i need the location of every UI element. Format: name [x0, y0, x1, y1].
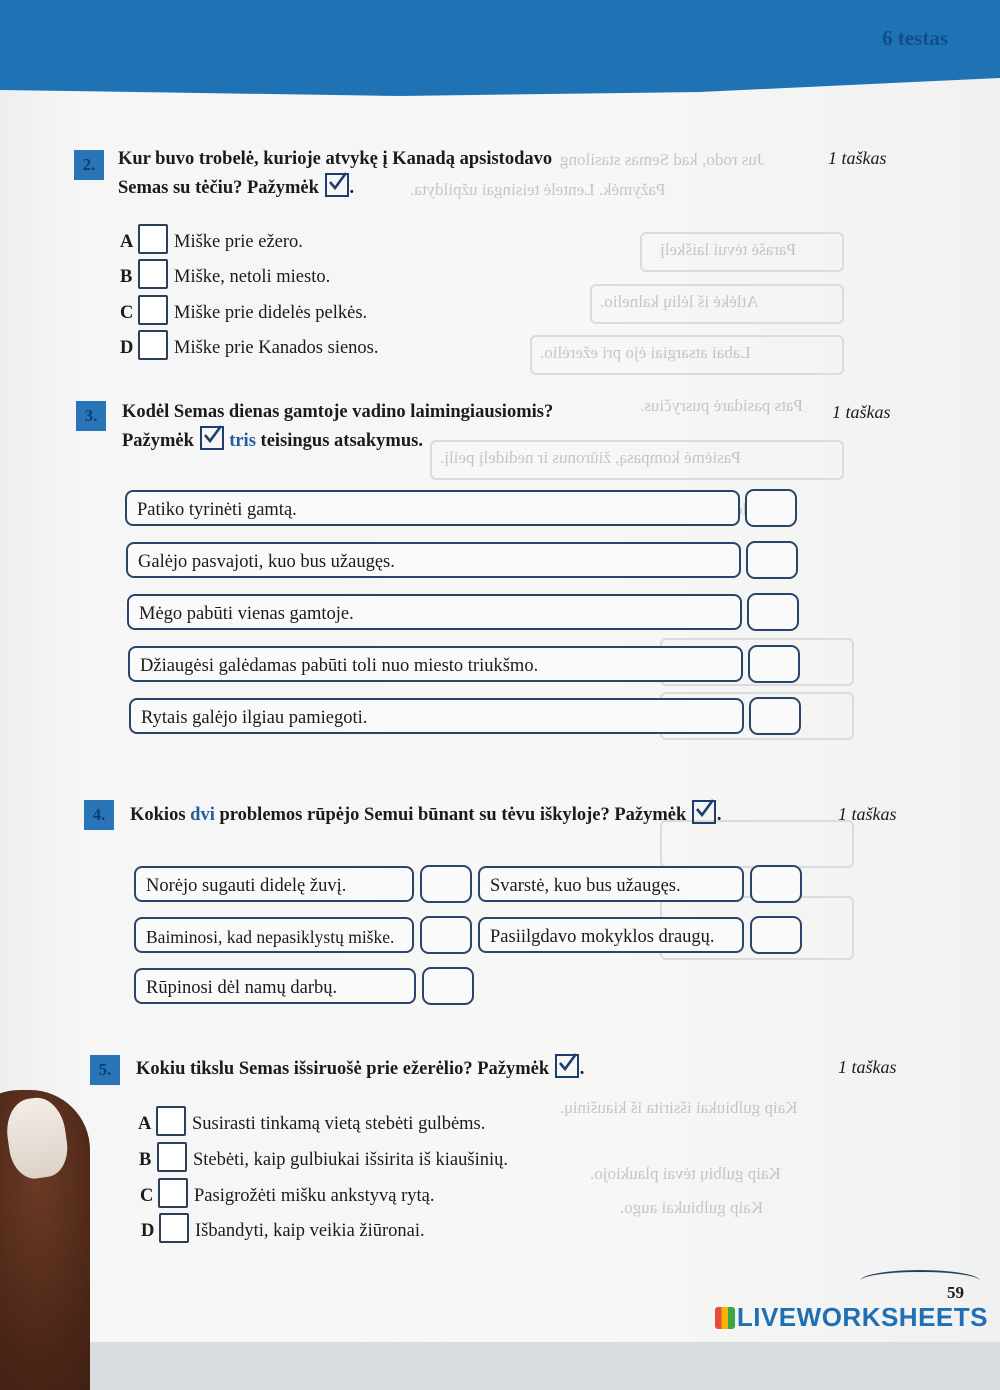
bleed-through-text: Pažymėk. Lentelė teisingai užpildyta. — [410, 180, 666, 199]
bleed-through-text: Parašė tėvui laiškelį — [660, 240, 796, 259]
question-2-option-d — [120, 330, 379, 360]
option-letter: B — [120, 267, 133, 287]
question-2-option-c — [120, 295, 367, 325]
bleed-through-text: Pasiėmė kompasą, žiūronus ir nedidelį peilį. — [440, 448, 741, 467]
answer-checkbox[interactable] — [158, 1178, 188, 1208]
question-2-option-a — [120, 224, 303, 254]
question-4-accent: dvi — [190, 805, 215, 825]
question-3-text — [122, 398, 742, 455]
option-text: Susirasti tinkamą vietą stebėti gulbėms. — [192, 1114, 486, 1134]
checkmark-icon — [555, 1054, 579, 1078]
header-band — [0, 0, 1000, 100]
answer-checkbox[interactable] — [157, 1142, 187, 1172]
option-letter: C — [120, 303, 134, 323]
answer-checkbox[interactable] — [159, 1213, 189, 1243]
answer-checkbox[interactable] — [420, 865, 472, 903]
page-number: 59 — [947, 1283, 964, 1302]
question-5-option-a — [138, 1106, 485, 1136]
question-5-line: Kokiu tikslu Semas išsiruošė prie ežerėlio? Pažymėk — [136, 1059, 550, 1079]
question-3-option: Galėjo pasvajoti, kuo bus užaugęs. — [126, 542, 741, 578]
answer-checkbox[interactable] — [749, 697, 801, 735]
question-4-option: Rūpinosi dėl namų darbų. — [134, 968, 416, 1004]
answer-checkbox[interactable] — [750, 865, 802, 903]
option-letter: D — [141, 1221, 155, 1241]
question-3-points: 1 taškas — [832, 402, 891, 422]
checkmark-icon — [200, 426, 224, 450]
option-text: Miške prie Kanados sienos. — [174, 338, 379, 358]
question-5-points: 1 taškas — [838, 1057, 897, 1077]
bleed-through-text: Kaip gulbiukai išsirita iš kiaušinių. — [560, 1098, 798, 1117]
question-2-option-b — [120, 259, 330, 289]
question-4-pre: Kokios — [130, 805, 186, 825]
option-letter: D — [120, 338, 134, 358]
bleed-through-text: Kaip gulbių tėvai plaukiojo. — [590, 1164, 781, 1183]
question-3-option: Rytais galėjo ilgiau pamiegoti. — [129, 698, 744, 734]
option-text: Pasigrožėti mišku ankstyvą rytą. — [194, 1186, 435, 1206]
option-text: Miške, netoli miesto. — [174, 267, 331, 287]
option-letter: B — [139, 1150, 152, 1170]
bleed-through-text: Kaip gulbiukai augo. — [620, 1198, 764, 1217]
question-2-text: Kur buvo trobelė, kurioje atvykę į Kanadą apsistodavo Semas su tėčiu? Pažymėk . — [118, 149, 553, 198]
bleed-through-box — [530, 335, 844, 375]
liveworksheets-watermark — [715, 1302, 988, 1333]
question-number-4: 4. — [84, 800, 114, 830]
question-5-text: Kokiu tikslu Semas išsiruošė prie ežerėlio? Pažymėk . — [136, 1054, 816, 1083]
question-5-option-b — [139, 1142, 508, 1172]
question-5-option-d — [141, 1213, 425, 1243]
option-letter: A — [138, 1114, 152, 1134]
question-2-points: 1 taškas — [828, 148, 887, 168]
answer-checkbox[interactable] — [156, 1106, 186, 1136]
answer-checkbox[interactable] — [747, 593, 799, 631]
watermark-text: LIVEWORKSHEETS — [736, 1302, 988, 1332]
answer-checkbox[interactable] — [745, 489, 797, 527]
answer-checkbox[interactable] — [138, 259, 168, 289]
checkmark-icon — [692, 800, 716, 824]
bleed-through-box — [640, 232, 844, 272]
answer-checkbox[interactable] — [422, 967, 474, 1005]
option-text: Išbandyti, kaip veikia žiūronai. — [195, 1221, 425, 1241]
bleed-through-box — [590, 284, 844, 324]
question-3-option: Mėgo pabūti vienas gamtoje. — [127, 594, 742, 630]
option-letter: A — [120, 232, 134, 252]
question-5-option-c — [140, 1178, 434, 1208]
test-title: 6 testas — [882, 26, 948, 50]
question-2-line1: Kur buvo trobelė, kurioje atvykę į Kanadą apsistodavo — [118, 149, 553, 169]
checkmark-icon — [325, 173, 349, 197]
liveworksheets-logo-icon — [715, 1307, 735, 1329]
question-4-option: Baiminosi, kad nepasiklystų miške. — [134, 917, 414, 953]
bleed-through-text: Labai atsargiai ėjo pri ežerėlio. — [540, 343, 751, 362]
question-4-text: Kokios dvi problemos rūpėjo Semui būnant su tėvu iškyloje? Pažymėk . — [130, 800, 830, 829]
answer-checkbox[interactable] — [748, 645, 800, 683]
question-4-option: Pasiilgdavo mokyklos draugų. — [478, 917, 744, 953]
answer-checkbox[interactable] — [138, 224, 168, 254]
option-text: Miške prie didelės pelkės. — [174, 303, 368, 323]
question-4-option: Svarstė, kuo bus užaugęs. — [478, 866, 744, 902]
bleed-through-text: Atlėkė iš lėlių kalnelio. — [600, 292, 759, 311]
question-4-points: 1 taškas — [838, 804, 897, 824]
question-3-accent: tris — [229, 431, 256, 451]
question-number-3: 3. — [76, 401, 106, 431]
option-letter: C — [140, 1186, 154, 1206]
question-4-post: problemos rūpėjo Semui būnant su tėvu iškyloje? Pažymėk — [219, 805, 687, 825]
option-text: Stebėti, kaip gulbiukai išsirita iš kiaušinių. — [193, 1150, 508, 1170]
question-number-2: 2. — [74, 150, 104, 180]
question-3-pre: Pažymėk — [122, 431, 194, 451]
question-2-line2: Semas su tėčiu? Pažymėk — [118, 178, 319, 198]
answer-checkbox[interactable] — [138, 330, 168, 360]
bleed-through-text: Pats pasidarė pusryčius. — [640, 396, 803, 415]
question-3-line1: Kodėl Semas dienas gamtoje vadino laimingiausiomis? — [122, 402, 554, 422]
question-3-post: teisingus atsakymus. — [260, 431, 423, 451]
question-3-option: Patiko tyrinėti gamtą. — [125, 490, 740, 526]
question-3-option: Džiaugėsi galėdamas pabūti toli nuo miesto triukšmo. — [128, 646, 743, 682]
question-number-5: 5. — [90, 1055, 120, 1085]
bleed-through-text: Jus rodo, kad Semas stasilong — [560, 150, 764, 169]
answer-checkbox[interactable] — [420, 916, 472, 954]
question-4-option: Norėjo sugauti didelę žuvį. — [134, 866, 414, 902]
answer-checkbox[interactable] — [750, 916, 802, 954]
answer-checkbox[interactable] — [138, 295, 168, 325]
answer-checkbox[interactable] — [746, 541, 798, 579]
option-text: Miške prie ežero. — [174, 232, 303, 252]
